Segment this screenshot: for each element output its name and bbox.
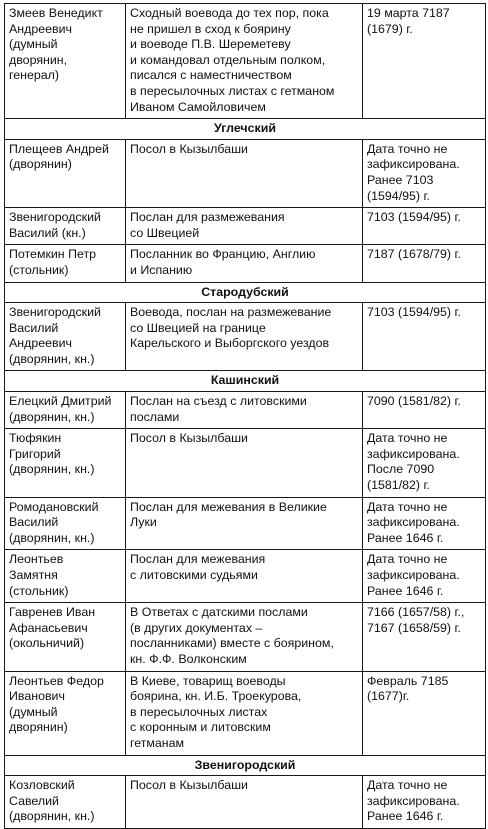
table-row — [5, 392, 486, 429]
section-header-row — [5, 119, 486, 140]
section-title: Звенигородский — [5, 755, 486, 776]
date-cell: Дата точно не зафиксирована. Ранее 1646 г. — [363, 550, 486, 603]
person-cell: Звенигородский Василий (кн.) — [5, 208, 126, 245]
date-cell: Дата точно не зафиксирована. Ранее 7103 (1594/95) г. — [363, 139, 486, 207]
table-row — [5, 776, 486, 829]
section-title: Стародубский — [5, 282, 486, 303]
table-body — [5, 4, 486, 829]
duty-cell: Сходный воевода до тех пор, пока не пришел в сход к боярину и воеводе П.В. Шереметеву и командовал отдельным полком, писался с наместничеством в пересылочных листах с гетманом Иваном Самойловичем — [126, 4, 363, 119]
duty-cell: Воевода, послан на размежевание со Швецией на границе Карельского и Выборгского уездов — [126, 303, 363, 371]
person-cell: Тюфякин Григорий (дворянин, кн.) — [5, 429, 126, 497]
person-cell: Леонтьев Федор Иванович (думный дворянин) — [5, 671, 126, 755]
section-header-row — [5, 371, 486, 392]
table-row — [5, 303, 486, 371]
document-table — [4, 3, 486, 829]
table-row — [5, 429, 486, 497]
duty-cell: В Киеве, товарищ воеводы боярина, кн. И.Б. Троекурова, в пересылочных листах с коронным и литовским гетманам — [126, 671, 363, 755]
duty-cell: Послан на съезд с литовскими послами — [126, 392, 363, 429]
date-cell: Дата точно не зафиксирована. Ранее 1646 г. — [363, 776, 486, 829]
date-cell: 7090 (1581/82) г. — [363, 392, 486, 429]
person-cell: Змеев Венедикт Андреевич (думный дворянин, генерал) — [5, 4, 126, 119]
section-header-row — [5, 755, 486, 776]
person-cell: Звенигородский Василий Андреевич (дворянин, кн.) — [5, 303, 126, 371]
duty-cell: Посол в Кызылбаши — [126, 429, 363, 497]
person-cell: Ромодановский Василий (дворянин, кн.) — [5, 497, 126, 550]
section-title: Углечский — [5, 119, 486, 140]
person-cell: Потемкин Петр (стольник) — [5, 245, 126, 282]
duty-cell: Посол в Кызылбаши — [126, 776, 363, 829]
section-header-row — [5, 282, 486, 303]
date-cell: 7187 (1678/79) г. — [363, 245, 486, 282]
date-cell: 7166 (1657/58) г., 7167 (1658/59) г. — [363, 603, 486, 671]
duty-cell: Посол в Кызылбаши — [126, 139, 363, 207]
date-cell: 19 марта 7187 (1679) г. — [363, 4, 486, 119]
table-row — [5, 603, 486, 671]
duty-cell: Послан для межевания в Великие Луки — [126, 497, 363, 550]
table-row — [5, 497, 486, 550]
date-cell: Февраль 7185 (1677)г. — [363, 671, 486, 755]
duty-cell: В Ответах с датскими послами (в других документах – посланниками) вместе с боярином, кн. Ф.Ф. Волконским — [126, 603, 363, 671]
person-cell: Леонтьев Замятня (стольник) — [5, 550, 126, 603]
person-cell: Елецкий Дмитрий (дворянин, кн.) — [5, 392, 126, 429]
section-title: Кашинский — [5, 371, 486, 392]
duty-cell: Посланник во Францию, Англию и Испанию — [126, 245, 363, 282]
date-cell: Дата точно не зафиксирована. После 7090 (1581/82) г. — [363, 429, 486, 497]
person-cell: Гавренев Иван Афанасьевич (окольничий) — [5, 603, 126, 671]
date-cell: 7103 (1594/95) г. — [363, 208, 486, 245]
person-cell: Плещеев Андрей (дворянин) — [5, 139, 126, 207]
date-cell: 7103 (1594/95) г. — [363, 303, 486, 371]
duty-cell: Послан для размежевания со Швецией — [126, 208, 363, 245]
person-cell: Козловский Савелий (дворянин, кн.) — [5, 776, 126, 829]
table-row — [5, 550, 486, 603]
duty-cell: Послан для межевания с литовскими судьями — [126, 550, 363, 603]
table-row — [5, 139, 486, 207]
table-row — [5, 208, 486, 245]
date-cell: Дата точно не зафиксирована. Ранее 1646 г. — [363, 497, 486, 550]
table-row — [5, 4, 486, 119]
table-row — [5, 671, 486, 755]
table-row — [5, 245, 486, 282]
